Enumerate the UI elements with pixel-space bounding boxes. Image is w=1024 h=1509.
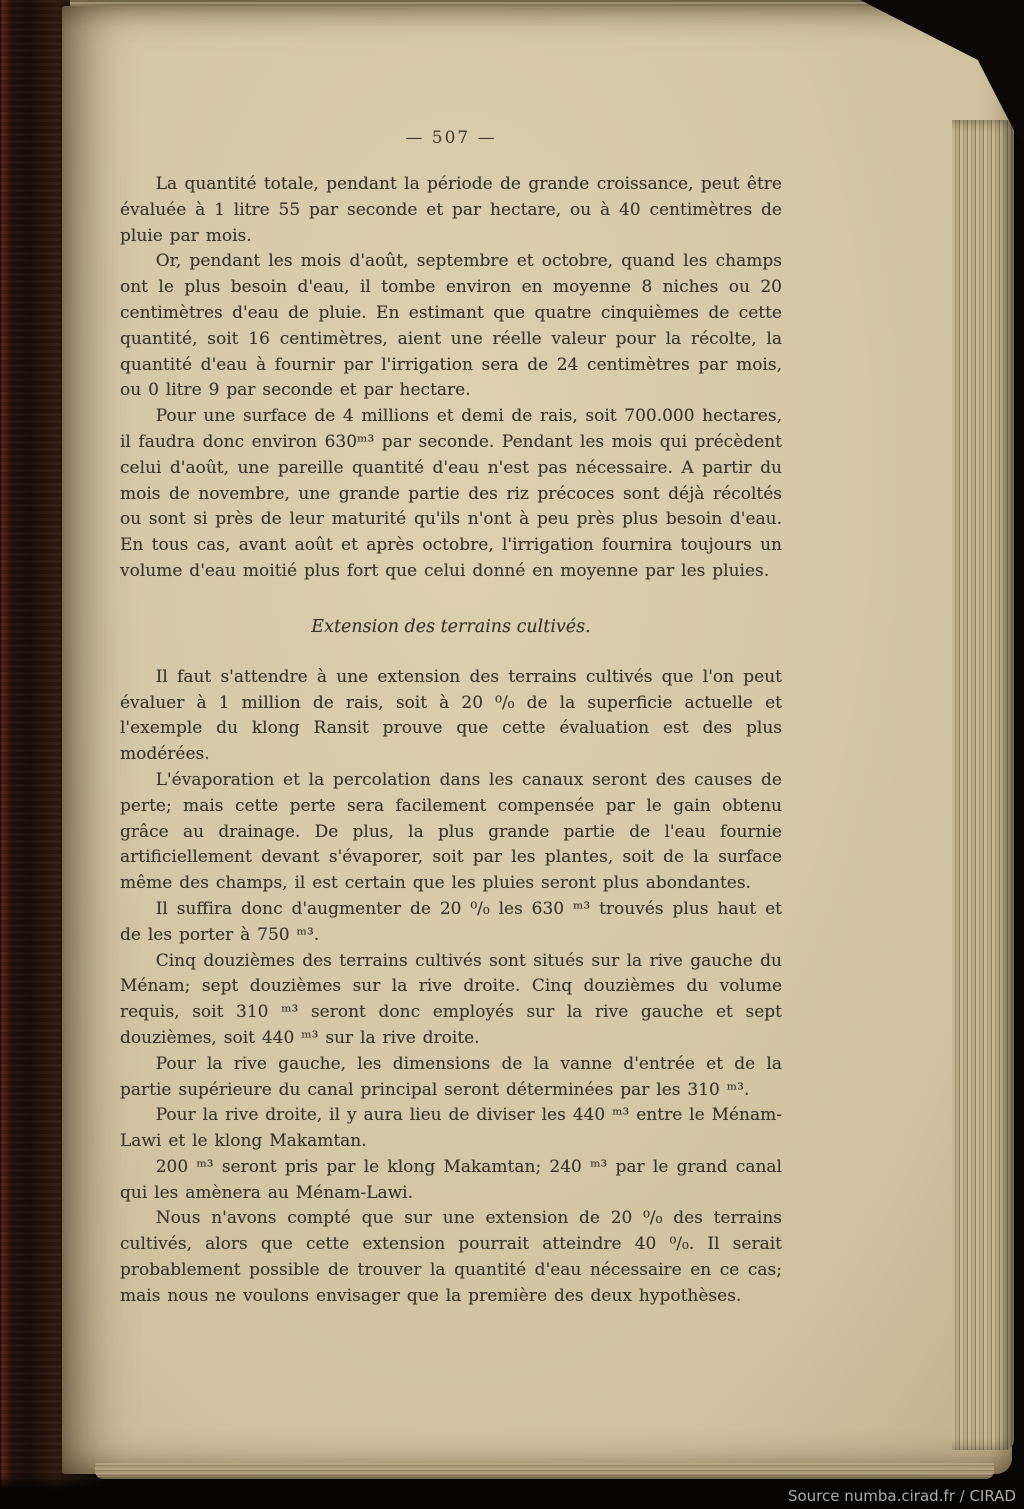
printed-text-block — [120, 128, 782, 1310]
paragraph: Pour une surface de 4 millions et demi de rais, soit 700.000 hectares, il faudra donc environ 630ᵐ³ par seconde. Pendant les mois qui précèdent celui d'août, une pareille quantité d'eau n'est pas nécessaire. A partir du mois de novembre, une grande partie des riz précoces sont déjà récoltés ou sont si près de leur maturité qu'ils n'ont à peu près plus besoin d'eau. En tous cas, avant août et après octobre, l'irrigation fournira toujours un volume d'eau moitié plus fort que celui donné en moyenne par les pluies. — [120, 406, 782, 581]
footer-bar — [0, 1477, 1024, 1509]
paragraph: Pour la rive droite, il y aura lieu de diviser les 440 ᵐ³ entre le Ménam-Lawi et le klong Makamtan. — [120, 1105, 782, 1152]
paragraph: Il faut s'attendre à une extension des terrains cultivés que l'on peut évaluer à 1 million de rais, soit à 20 ⁰/₀ de la superficie actuelle et l'exemple du klong Ransit prouve que cette évaluation est des plus modérées. — [120, 666, 782, 765]
paragraph: Nous n'avons compté que sur une extension de 20 ⁰/₀ des terrains cultivés, alors que cette extension pourrait atteindre 40 ⁰/₀. Il serait probablement possible de trouver la quantité d'eau nécessaire en ce cas; mais nous ne voulons envisager que la première des deux hypothèses. — [120, 1208, 782, 1306]
paragraph: 200 ᵐ³ seront pris par le klong Makamtan; 240 ᵐ³ par le grand canal qui les amènera au Ménam-Lawi. — [120, 1156, 782, 1203]
source-attribution: Source numba.cirad.fr / CIRAD — [787, 1487, 1016, 1505]
top-page-stack-edge — [70, 0, 940, 12]
paragraph: La quantité totale, pendant la période de grande croissance, peut être évaluée à 1 litre 55 par seconde et par hectare, ou à 40 centimètres de pluie par mois. — [120, 174, 782, 246]
paper-page — [62, 6, 1012, 1474]
right-page-stack-edges — [952, 120, 1014, 1450]
paragraph: L'évaporation et la percolation dans les canaux seront des causes de perte; mais cette perte sera facilement compensée par le gain obtenu grâce au drainage. De plus, la plus grande partie de l'eau fournie artificiellement devant s'évaporer, soit par les plantes, soit de la surface même des champs, il est certain que les pluies seront plus abondantes. — [120, 769, 782, 894]
page-number: — 507 — — [405, 128, 497, 148]
paragraph: Pour la rive gauche, les dimensions de la vanne d'entrée et de la partie supérieure du canal principal seront déterminées par les 310 ᵐ³. — [120, 1053, 782, 1100]
section-heading: Extension des terrains cultivés. — [311, 616, 591, 637]
paragraph: Cinq douzièmes des terrains cultivés sont situés sur la rive gauche du Ménam; sept douzièmes sur la rive droite. Cinq douzièmes du volume requis, soit 310 ᵐ³ seront donc employés sur la rive gauche et sept douzièmes, soit 440 ᵐ³ sur la rive droite. — [120, 950, 782, 1048]
paragraph: Or, pendant les mois d'août, septembre et octobre, quand les champs ont le plus besoin d'eau, il tombe environ en moyenne 8 niches ou 20 centimètres d'eau de pluie. En estimant que quatre cinquièmes de cette quantité, soit 16 centimètres, aient une réelle valeur pour la récolte, la quantité d'eau à fournir par l'irrigation sera de 24 centimètres par mois, ou 0 litre 9 par seconde et par hectare. — [120, 251, 782, 401]
paragraph: Il suffira donc d'augmenter de 20 ⁰/₀ les 630 ᵐ³ trouvés plus haut et de les porter à 750 ᵐ³. — [120, 898, 782, 945]
